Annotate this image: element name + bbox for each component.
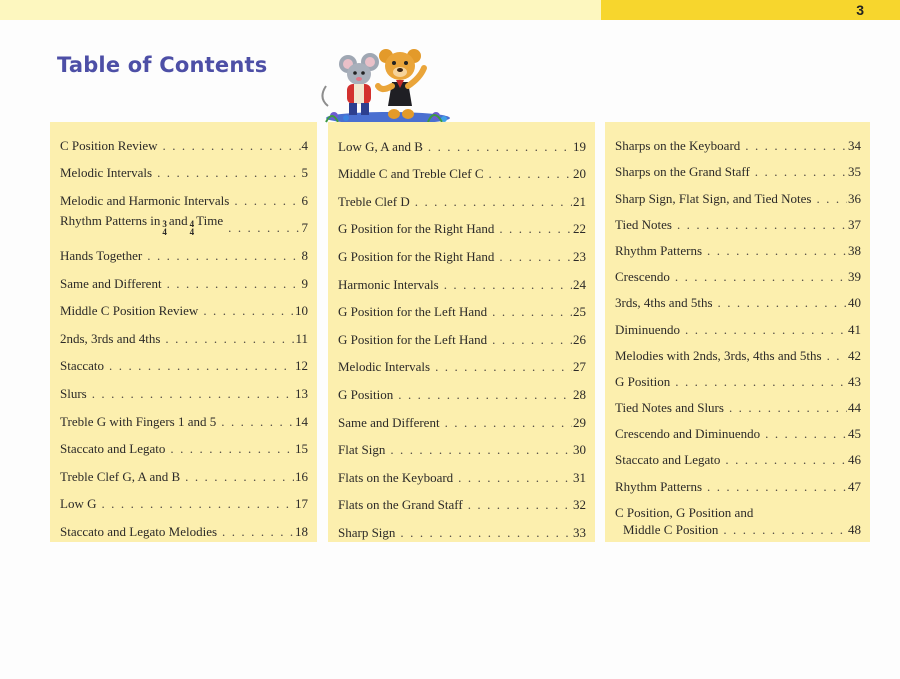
- entry-page-number: 9: [301, 275, 308, 291]
- dot-leader: [109, 358, 294, 374]
- entry-page-number: 40: [848, 295, 861, 311]
- time-signature-numerator: 3: [162, 219, 167, 230]
- dot-leader: [729, 400, 847, 416]
- entry-page-number: 19: [573, 138, 586, 154]
- entry-page-number: 16: [295, 468, 308, 484]
- entry-page-number: 45: [848, 426, 861, 442]
- entry-page-number: 36: [848, 190, 861, 206]
- entry-page-number: 30: [573, 442, 586, 458]
- entry-page-number: 44: [848, 400, 861, 416]
- entry-title: 2nds, 3rds and 4ths: [60, 330, 161, 346]
- entry-page-number: 34: [848, 138, 861, 154]
- top-bar-pale: [0, 0, 601, 20]
- dot-leader: [234, 193, 300, 209]
- entry-title: Treble G with Fingers 1 and 5: [60, 413, 217, 429]
- dot-leader: [677, 217, 847, 233]
- dot-leader: [816, 191, 847, 207]
- entry-title: Harmonic Intervals: [338, 276, 439, 292]
- dot-leader: [492, 332, 572, 348]
- dot-leader: [499, 221, 572, 237]
- toc-column-1: [50, 122, 317, 542]
- top-bar-yellow: [601, 0, 900, 20]
- multi-line-entry: [615, 495, 861, 538]
- dot-leader: [167, 276, 301, 292]
- dot-leader: [445, 415, 572, 431]
- entry-title: Rhythm Patterns: [615, 478, 703, 494]
- dot-leader: [685, 322, 847, 338]
- toc-entry: [615, 468, 861, 494]
- entry-title: G Position for the Right Hand: [338, 248, 495, 264]
- entry-title: Diminuendo: [615, 321, 680, 337]
- entry-title: Same and Different: [60, 275, 162, 291]
- entry-page-number: 23: [573, 248, 586, 264]
- toc-entry: [60, 485, 308, 513]
- time-signature-4-4: [190, 220, 195, 236]
- entry-title: C Position Review: [60, 137, 158, 153]
- entry-title: Rhythm Patterns: [615, 242, 703, 258]
- toc-entry: [60, 264, 308, 292]
- toc-entry: [338, 348, 586, 376]
- time-signature-numerator: 4: [189, 219, 195, 230]
- entry-page-number: 26: [573, 331, 586, 347]
- dot-leader: [745, 138, 847, 154]
- toc-entry: [60, 402, 308, 430]
- entry-title: 3rds, 4ths and 5ths: [615, 295, 713, 311]
- dot-leader: [444, 277, 572, 293]
- toc-entry: [60, 374, 308, 402]
- entry-title: Crescendo and Diminuendo: [615, 426, 761, 442]
- dot-leader: [468, 497, 572, 513]
- entry-page-number: 33: [573, 524, 586, 540]
- toc-entry: [615, 416, 861, 442]
- toc-entry: [60, 430, 308, 458]
- toc-entry: [615, 128, 861, 154]
- entry-page-number: 38: [848, 242, 861, 258]
- toc-column-2: [328, 122, 595, 542]
- entry-title: Treble Clef D: [338, 193, 410, 209]
- entry-title: Slurs: [60, 385, 87, 401]
- toc-entry: [338, 320, 586, 348]
- entry-page-number: 15: [295, 441, 308, 457]
- dot-leader: [165, 331, 294, 347]
- entry-title: Melodic and Harmonic Intervals: [60, 192, 230, 208]
- entry-page-number: 43: [848, 373, 861, 389]
- dot-leader: [101, 496, 294, 512]
- dot-leader: [228, 220, 300, 236]
- entry-title: Staccato: [60, 358, 105, 374]
- entry-page-number: 8: [301, 247, 308, 263]
- toc-entry: [60, 457, 308, 485]
- toc-entry: [615, 207, 861, 233]
- dot-leader: [458, 470, 572, 486]
- dot-leader: [92, 386, 294, 402]
- dot-leader: [675, 374, 847, 390]
- toc-entry: [338, 431, 586, 459]
- entry-page-number: 42: [848, 347, 861, 363]
- page-title: Table of Contents: [57, 53, 268, 77]
- entry-page-number: 31: [573, 469, 586, 485]
- entry-title: Flats on the Grand Staff: [338, 497, 463, 513]
- entry-title: Sharps on the Keyboard: [615, 138, 741, 154]
- entry-title: G Position for the Left Hand: [338, 331, 488, 347]
- entry-title: G Position for the Right Hand: [338, 221, 495, 237]
- mouse-and-bear-illustration: [318, 42, 454, 124]
- entry-page-number: 4: [301, 137, 308, 153]
- toc-entry: [60, 154, 308, 182]
- entry-title: Tied Notes and Slurs: [615, 400, 724, 416]
- entry-title: Low G, A and B: [338, 138, 423, 154]
- entry-title-line-2: Middle C Position: [623, 521, 719, 537]
- toc-entry: [338, 486, 586, 514]
- entry-title: Staccato and Legato: [60, 441, 166, 457]
- toc-entry: [615, 495, 861, 538]
- toc-entry: [615, 180, 861, 206]
- toc-entry: [60, 181, 308, 209]
- dot-leader: [415, 194, 572, 210]
- entry-page-number: 25: [573, 304, 586, 320]
- entry-title-part: and: [168, 213, 188, 229]
- entry-page-number: 24: [573, 276, 586, 292]
- toc-entry: [338, 403, 586, 431]
- dot-leader: [499, 249, 572, 265]
- entry-page-number: 14: [295, 413, 308, 429]
- entry-title: Flat Sign: [338, 442, 386, 458]
- dot-leader: [765, 426, 847, 442]
- dot-leader: [492, 304, 572, 320]
- entry-title: Sharp Sign: [338, 524, 396, 540]
- toc-entry: [338, 513, 586, 541]
- entry-page-number: 37: [848, 216, 861, 232]
- entry-page-number: 27: [573, 359, 586, 375]
- toc-entry: [338, 237, 586, 265]
- entry-page-number: 11: [295, 330, 308, 346]
- entry-title: Staccato and Legato Melodies: [60, 523, 218, 539]
- dot-leader: [723, 522, 847, 538]
- entry-title-part: Time: [196, 213, 224, 229]
- entry-page-number: 13: [295, 385, 308, 401]
- toc-entry: [338, 155, 586, 183]
- entry-title-line-1: C Position, G Position and: [615, 504, 754, 520]
- entry-line-2: [615, 522, 861, 538]
- dot-leader: [725, 452, 847, 468]
- entry-page-number: 22: [573, 221, 586, 237]
- entry-title: Same and Different: [338, 414, 440, 430]
- entry-title: Flats on the Keyboard: [338, 469, 454, 485]
- entry-title: Tied Notes: [615, 216, 672, 232]
- entry-page-number: 41: [848, 321, 861, 337]
- entry-title: [60, 213, 223, 236]
- entry-title: Hands Together: [60, 247, 143, 263]
- entry-title: Melodic Intervals: [338, 359, 431, 375]
- entry-page-number: 12: [295, 358, 308, 374]
- toc-entry: [338, 127, 586, 155]
- toc-entry: [615, 390, 861, 416]
- toc-column-3: [605, 122, 870, 542]
- toc-entry: [60, 209, 308, 237]
- toc-entry: [338, 458, 586, 486]
- toc-entry: [615, 154, 861, 180]
- entry-title: Sharps on the Grand Staff: [615, 164, 750, 180]
- entry-page-number: 47: [848, 478, 861, 494]
- dot-leader: [398, 387, 572, 403]
- toc-entry: [338, 265, 586, 293]
- dot-leader: [147, 248, 300, 264]
- entry-page-number: 28: [573, 386, 586, 402]
- toc-entry: [615, 364, 861, 390]
- dot-leader: [390, 442, 572, 458]
- entry-title: Low G: [60, 496, 97, 512]
- entry-page-number: 32: [573, 497, 586, 513]
- toc-entry: [60, 319, 308, 347]
- dot-leader: [707, 479, 847, 495]
- dot-leader: [221, 414, 294, 430]
- dot-leader: [163, 138, 301, 154]
- dot-leader: [827, 348, 847, 364]
- entry-title: G Position: [615, 373, 671, 389]
- dot-leader: [675, 269, 847, 285]
- entry-page-number: 18: [295, 523, 308, 539]
- entry-page-number: 48: [848, 521, 861, 537]
- page-number: 3: [856, 2, 864, 18]
- dot-leader: [718, 295, 848, 311]
- dot-leader: [203, 303, 294, 319]
- toc-entry: [615, 311, 861, 337]
- entry-title: Middle C and Treble Clef C: [338, 166, 484, 182]
- toc-entry: [338, 210, 586, 238]
- toc-entry: [60, 292, 308, 320]
- entry-title: Treble Clef G, A and B: [60, 468, 181, 484]
- toc-entry: [60, 512, 308, 540]
- entry-title: G Position: [338, 386, 394, 402]
- toc-entry: [615, 338, 861, 364]
- entry-page-number: 10: [295, 303, 308, 319]
- entry-page-number: 17: [295, 496, 308, 512]
- dot-leader: [428, 139, 572, 155]
- entry-page-number: 6: [301, 192, 308, 208]
- dot-leader: [400, 525, 572, 541]
- toc-entry: [60, 126, 308, 154]
- entry-page-number: 46: [848, 452, 861, 468]
- entry-page-number: 29: [573, 414, 586, 430]
- time-signature-denominator: 4: [162, 227, 167, 238]
- toc-entry: [338, 293, 586, 321]
- dot-leader: [222, 524, 294, 540]
- entry-title: G Position for the Left Hand: [338, 304, 488, 320]
- toc-entry: [615, 233, 861, 259]
- entry-page-number: 5: [301, 165, 308, 181]
- toc-entry: [615, 442, 861, 468]
- dot-leader: [185, 469, 294, 485]
- entry-page-number: 39: [848, 269, 861, 285]
- entry-page-number: 35: [848, 164, 861, 180]
- toc-entry: [60, 236, 308, 264]
- time-signature-3-4: [162, 220, 167, 236]
- entry-title-part: Rhythm Patterns in: [60, 213, 161, 229]
- entry-page-number: 7: [301, 220, 308, 236]
- toc-entry: [338, 182, 586, 210]
- toc-entry: [60, 347, 308, 375]
- dot-leader: [489, 166, 572, 182]
- entry-page-number: 21: [573, 193, 586, 209]
- dot-leader: [157, 165, 300, 181]
- toc-entry: [615, 259, 861, 285]
- dot-leader: [435, 359, 572, 375]
- entry-page-number: 20: [573, 166, 586, 182]
- time-signature-denominator: 4: [189, 227, 195, 238]
- dot-leader: [707, 243, 847, 259]
- dot-leader: [170, 441, 294, 457]
- entry-title: Sharp Sign, Flat Sign, and Tied Notes: [615, 190, 812, 206]
- toc-entry: [338, 375, 586, 403]
- dot-leader: [755, 164, 847, 180]
- toc-entry: [615, 285, 861, 311]
- entry-title: Staccato and Legato: [615, 452, 721, 468]
- entry-title: Melodies with 2nds, 3rds, 4ths and 5ths: [615, 347, 822, 363]
- entry-title: Melodic Intervals: [60, 165, 153, 181]
- entry-title: Crescendo: [615, 269, 670, 285]
- entry-title: Middle C Position Review: [60, 303, 199, 319]
